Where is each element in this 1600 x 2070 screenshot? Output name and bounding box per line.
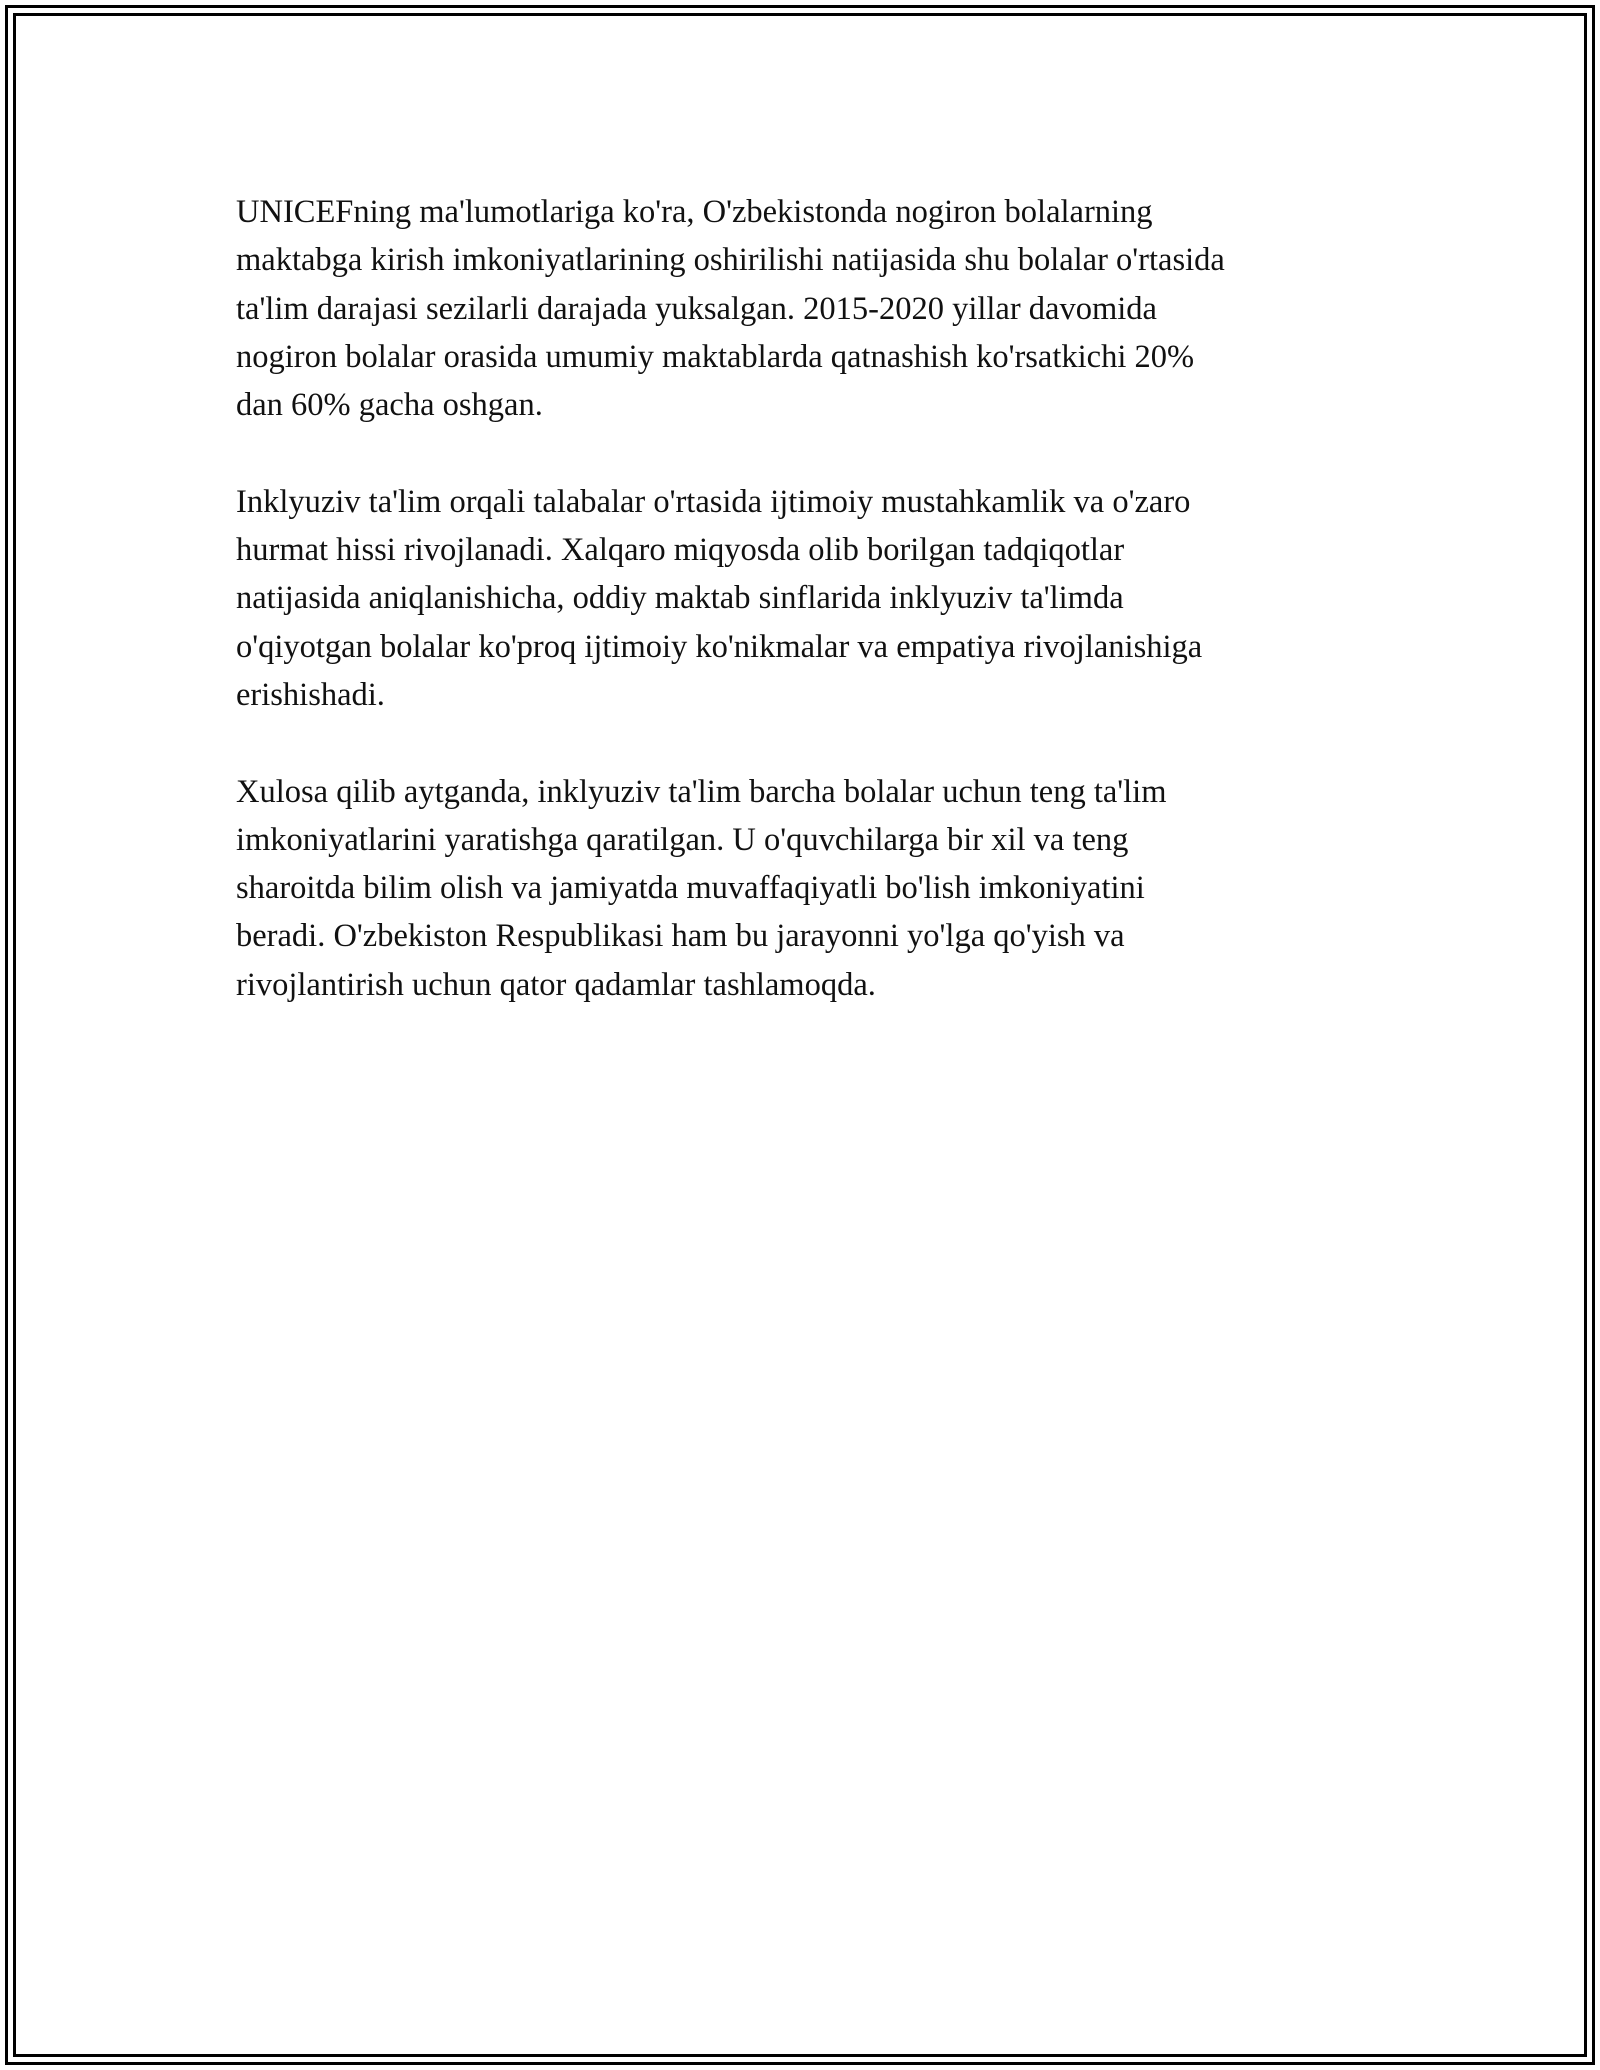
paragraph-conclusion	[236, 768, 1356, 1009]
text-line: rivojlantirish uchun qator qadamlar tashlamoqda.	[236, 966, 876, 1003]
paragraph-inclusive-education-benefits	[236, 478, 1356, 719]
text-line: hurmat hissi rivojlanadi. Xalqaro miqyosda olib borilgan tadqiqotlar	[236, 532, 1125, 569]
text-line: Xulosa qilib aytganda, inklyuziv ta'lim barcha bolalar uchun teng ta'lim	[236, 773, 1167, 810]
text-line: erishishadi.	[236, 676, 385, 713]
text-line: natijasida aniqlanishicha, oddiy maktab sinflarida inklyuziv ta'limda	[236, 580, 1124, 617]
text-line: o'qiyotgan bolalar ko'proq ijtimoiy ko'nikmalar va empatiya rivojlanishiga	[236, 628, 1203, 665]
text-line: sharoitda bilim olish va jamiyatda muvaffaqiyatli bo'lish imkoniyatini	[236, 870, 1145, 907]
text-line: Inklyuziv ta'lim orqali talabalar o'rtasida ijtimoiy mustahkamlik va o'zaro	[236, 483, 1191, 520]
document-body	[236, 188, 1356, 1057]
text-line: nogiron bolalar orasida umumiy maktablarda qatnashish ko'rsatkichi 20%	[236, 338, 1195, 375]
text-line: beradi. O'zbekiston Respublikasi ham bu jarayonni yo'lga qo'yish va	[236, 918, 1125, 955]
text-line: UNICEFning ma'lumotlariga ko'ra, O'zbekistonda nogiron bolalarning	[236, 194, 1153, 230]
text-line: ta'lim darajasi sezilarli darajada yuksalgan. 2015-2020 yillar davomida	[236, 290, 1157, 327]
text-line: imkoniyatlarini yaratishga qaratilgan. U o'quvchilarga bir xil va teng	[236, 821, 1129, 858]
text-line: maktabga kirish imkoniyatlarining oshirilishi natijasida shu bolalar o'rtasida	[236, 242, 1225, 279]
paragraph-unicef-statistics	[236, 188, 1356, 429]
text-line: dan 60% gacha oshgan.	[236, 387, 543, 424]
